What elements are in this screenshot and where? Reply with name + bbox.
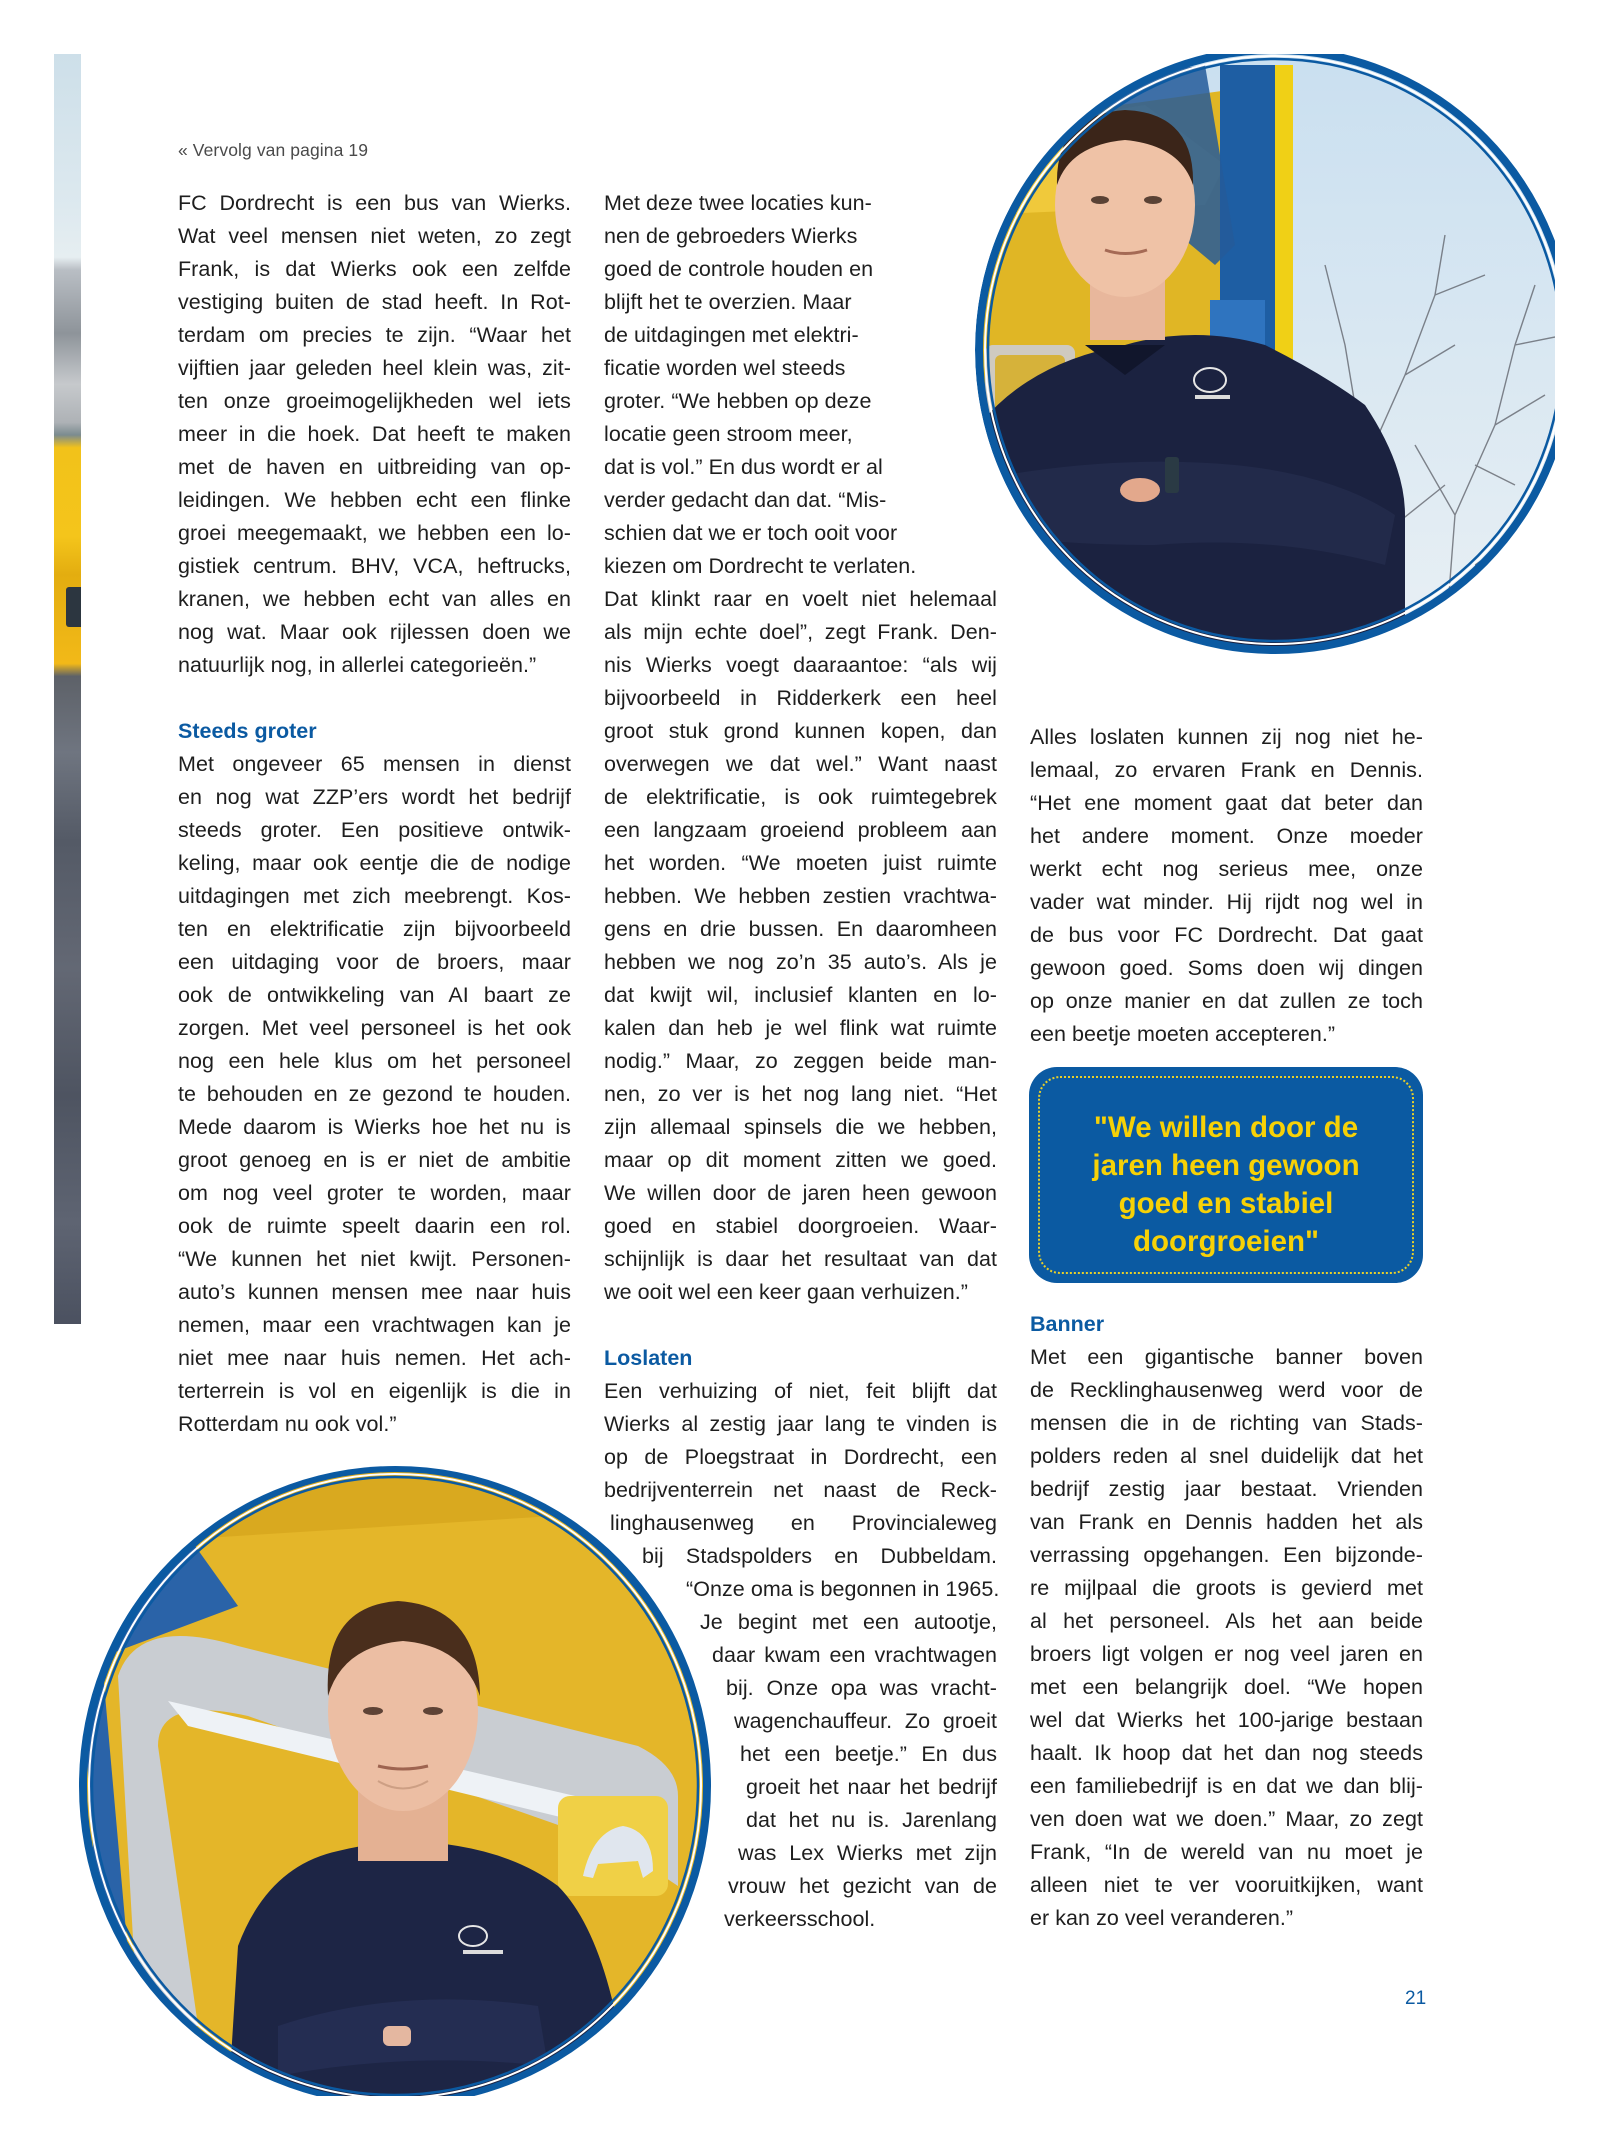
text-line: van Frank en Dennis hadden het als xyxy=(1030,1510,1423,1534)
text-line: uitdagingen met zich meebrengt. Kos- xyxy=(178,884,571,908)
text-line: een langzaam groeiend probleem aan xyxy=(604,818,997,842)
text-line: Met een gigantische banner boven xyxy=(1030,1345,1423,1369)
text-line: bij. Onze opa was vracht- xyxy=(726,1676,997,1700)
text-line: de elektrificatie, is ook ruimtegebrek xyxy=(604,785,997,809)
text-line: dat is vol.” En dus wordt er al xyxy=(604,455,883,479)
text-line: nog een hele klus om het personeel xyxy=(178,1049,571,1073)
text-line: FC Dordrecht is een bus van Wierks. xyxy=(178,191,571,215)
text-line: goed en stabiel doorgroeien. Waar- xyxy=(604,1214,997,1238)
text-line: ook de ruimte speelt daarin een rol. xyxy=(178,1214,571,1238)
text-line: gistiek centrum. BHV, VCA, heftrucks, xyxy=(178,554,571,578)
text-line: overwegen we dat wel.” Want naast xyxy=(604,752,997,776)
text-line: ficatie worden wel steeds xyxy=(604,356,846,380)
text-line: wagenchauffeur. Zo groeit xyxy=(734,1709,997,1733)
bus-window-detail xyxy=(66,587,81,627)
text-line: om nog veel groter te worden, maar xyxy=(178,1181,571,1205)
text-line: vestiging buiten de stad heeft. In Rot- xyxy=(178,290,571,314)
text-line: nen, zo ver is het nog lang niet. “Het xyxy=(604,1082,997,1106)
text-line: een familiebedrijf is en dat we dan blij- xyxy=(1030,1774,1423,1798)
text-line: groeit het naar het bedrijf xyxy=(746,1775,997,1799)
text-line: Je begint met een autootje, xyxy=(700,1610,997,1634)
photo-top-right xyxy=(975,45,1575,655)
text-line: maar op dit moment zitten we goed. xyxy=(604,1148,997,1172)
text-line: Frank, is dat Wierks ook een zelfde xyxy=(178,257,571,281)
text-line: mensen die in de richting van Stads- xyxy=(1030,1411,1423,1435)
section-heading-steeds-groter: Steeds groter xyxy=(178,719,317,743)
text-line: haalt. Ik hoop dat het dan nog steeds xyxy=(1030,1741,1423,1765)
text-line: een uitdaging voor de broers, maar xyxy=(178,950,571,974)
text-line: “Het ene moment gaat dat beter dan xyxy=(1030,791,1423,815)
portrait-man-arms-crossed xyxy=(975,45,1575,655)
text-line: groei meegemaakt, we hebben een lo- xyxy=(178,521,571,545)
text-line: alleen niet te ver vooruitkijken, want xyxy=(1030,1873,1423,1897)
text-line: het andere moment. Onze moeder xyxy=(1030,824,1423,848)
pull-quote-line: jaren heen gewoon xyxy=(1092,1149,1360,1182)
text-line: natuurlijk nog, in allerlei categorieën.” xyxy=(178,653,537,677)
text-line: “Onze oma is begonnen in 1965. xyxy=(686,1577,1000,1601)
text-line: terdam om precies te zijn. “Waar het xyxy=(178,323,571,347)
text-line: al het personeel. Als het aan beide xyxy=(1030,1609,1423,1633)
text-line: broers ligt volgen er nog veel jaren en xyxy=(1030,1642,1423,1666)
text-line: kalen dan heb je wel flink wat ruimte xyxy=(604,1016,997,1040)
text-line: wel dat Wierks het 100-jarige bestaan xyxy=(1030,1708,1423,1732)
text-line: met de haven en uitbreiding van op- xyxy=(178,455,571,479)
text-line: nis Wierks voegt daaraantoe: “als wij xyxy=(604,653,997,677)
text-line: werkt echt nog serieus mee, onze xyxy=(1030,857,1423,881)
text-line: verder gedacht dan dat. “Mis- xyxy=(604,488,887,512)
text-line: leidingen. We hebben echt een flinke xyxy=(178,488,571,512)
text-line: Met ongeveer 65 mensen in dienst xyxy=(178,752,571,776)
text-line: schien dat we er toch ooit voor xyxy=(604,521,898,545)
text-line: vader wat minder. Hij rijdt nog wel in xyxy=(1030,890,1423,914)
text-line: bij Stadspolders en Dubbeldam. xyxy=(642,1544,997,1568)
pull-quote-line: goed en stabiel xyxy=(1118,1187,1334,1220)
text-line: nemen, maar een vrachtwagen kan je xyxy=(178,1313,571,1337)
text-line: bedrijf zestig jaar bestaat. Vrienden xyxy=(1030,1477,1423,1501)
text-line: blijft het te overzien. Maar xyxy=(604,290,852,314)
text-line: polders reden al snel duidelijk dat het xyxy=(1030,1444,1423,1468)
pull-quote-line: doorgroeien" xyxy=(1132,1225,1320,1258)
column-right xyxy=(1030,721,1423,1051)
page-number: 21 xyxy=(1405,1988,1427,2009)
text-line: kranen, we hebben echt van alles en xyxy=(178,587,571,611)
text-line: Met deze twee locaties kun- xyxy=(604,191,872,215)
text-line: zorgen. Met veel personeel is het ook xyxy=(178,1016,571,1040)
text-line: re mijlpaal die groots is gevierd met xyxy=(1030,1576,1423,1600)
text-line: Dat klinkt raar en voelt niet helemaal xyxy=(604,587,997,611)
text-line: Mede daarom is Wierks hoe het nu is xyxy=(178,1115,571,1139)
text-line: daar kwam een vrachtwagen xyxy=(712,1643,997,1667)
text-line: dat het nu is. Jarenlang xyxy=(746,1808,997,1832)
text-line: groter. “We hebben op deze xyxy=(604,389,872,413)
pull-quote-box xyxy=(1029,1067,1423,1283)
text-line: niet mee naar huis nemen. Het ach- xyxy=(178,1346,571,1370)
section-heading-banner: Banner xyxy=(1030,1312,1105,1336)
text-line: bedrijventerrein net naast de Reck- xyxy=(604,1478,997,1502)
text-line: en nog wat ZZP’ers wordt het bedrijf xyxy=(178,785,571,809)
text-line: bijvoorbeeld in Ridderkerk een heel xyxy=(604,686,997,710)
text-line: hebben. We hebben zestien vrachtwa- xyxy=(604,884,997,908)
text-line: Rotterdam nu ook vol.” xyxy=(178,1412,397,1436)
text-line: Wat veel mensen niet weten, zo zegt xyxy=(178,224,571,248)
text-line: verkeersschool. xyxy=(724,1907,876,1931)
text-line: was Lex Wierks met zijn xyxy=(738,1841,997,1865)
column-right-lower xyxy=(1030,1308,1423,1935)
text-line: groot genoeg en is er niet de ambitie xyxy=(178,1148,571,1172)
text-line: de bus voor FC Dordrecht. Dat gaat xyxy=(1030,923,1423,947)
text-line: locatie geen stroom meer, xyxy=(604,422,853,446)
text-line: als mijn echte doel”, zegt Frank. Den- xyxy=(604,620,997,644)
text-line: we ooit wel een keer gaan verhuizen.” xyxy=(604,1280,968,1304)
text-line: terterrein is vol en eigenlijk is die in xyxy=(178,1379,571,1403)
text-line: dat kwijt wil, inclusief klanten en lo- xyxy=(604,983,997,1007)
left-photo-strip xyxy=(54,54,81,1324)
text-line: ook de ontwikkeling van AI baart ze xyxy=(178,983,571,1007)
pull-quote-text xyxy=(1029,1109,1423,1261)
text-line: lemaal, zo ervaren Frank en Dennis. xyxy=(1030,758,1423,782)
text-line: goed de controle houden en xyxy=(604,257,874,281)
section-heading-loslaten: Loslaten xyxy=(604,1346,693,1370)
text-line: Alles loslaten kunnen zij nog niet he- xyxy=(1030,725,1423,749)
text-line: verrassing opgehangen. Een bijzonde- xyxy=(1030,1543,1423,1567)
column-middle xyxy=(604,187,1000,1936)
continued-from-label: « Vervolg van pagina 19 xyxy=(178,140,369,160)
text-line: vijftien jaar geleden heel klein was, zit- xyxy=(178,356,571,380)
text-line: op onze manier en dat zullen ze toch xyxy=(1030,989,1423,1013)
text-line: met een belangrijk doel. “We hopen xyxy=(1030,1675,1423,1699)
text-line: auto’s kunnen mensen mee naar huis xyxy=(178,1280,571,1304)
column-left xyxy=(178,187,571,1441)
text-line: er kan zo veel veranderen.” xyxy=(1030,1906,1294,1930)
text-line: een beetje moeten accepteren.” xyxy=(1030,1022,1336,1046)
text-line: Frank, “In de wereld van nu moet je xyxy=(1030,1840,1423,1864)
text-line: Een verhuizing of niet, feit blijft dat xyxy=(604,1379,997,1403)
text-line: vrouw het gezicht van de xyxy=(728,1874,997,1898)
text-line: meer in die hoek. Dat heeft te maken xyxy=(178,422,571,446)
text-line: nog wat. Maar ook rijlessen doen we xyxy=(178,620,571,644)
text-line: “We kunnen het niet kwijt. Personen- xyxy=(178,1247,571,1271)
text-line: nodig.” Maar, zo zeggen beide man- xyxy=(604,1049,997,1073)
text-line: steeds groter. Een positieve ontwik- xyxy=(178,818,571,842)
text-line: kiezen om Dordrecht te verlaten. xyxy=(604,554,917,578)
pull-quote-line: "We willen door de xyxy=(1093,1111,1359,1144)
text-line: keling, maar ook eentje die de nodige xyxy=(178,851,571,875)
text-line: ven doen wat we doen.” Maar, zo zegt xyxy=(1030,1807,1423,1831)
text-line: Wierks al zestig jaar lang te vinden is xyxy=(604,1412,997,1436)
text-line: op de Ploegstraat in Dordrecht, een xyxy=(604,1445,997,1469)
text-line: te behouden en ze gezond te houden. xyxy=(178,1082,571,1106)
text-line: ten en elektrificatie zijn bijvoorbeeld xyxy=(178,917,571,941)
text-line: gens en drie bussen. En daaromheen xyxy=(604,917,997,941)
text-line: gewoon goed. Soms doen wij dingen xyxy=(1030,956,1423,980)
text-line: groot stuk grond kunnen kopen, dan xyxy=(604,719,997,743)
text-line: linghausenweg en Provincialeweg xyxy=(610,1511,997,1535)
text-line: hebben we nog zo’n 35 auto’s. Als je xyxy=(604,950,997,974)
text-line: het worden. “We moeten juist ruimte xyxy=(604,851,997,875)
text-line: het een beetje.” En dus xyxy=(740,1742,997,1766)
text-line: schijnlijk is daar het resultaat van dat xyxy=(604,1247,997,1271)
text-line: nen de gebroeders Wierks xyxy=(604,224,858,248)
text-line: de uitdagingen met elektri- xyxy=(604,323,859,347)
text-line: ten onze groeimogelijkheden wel iets xyxy=(178,389,571,413)
text-line: We willen door de jaren heen gewoon xyxy=(604,1181,997,1205)
text-line: de Recklinghausenweg werd voor de xyxy=(1030,1378,1423,1402)
text-line: zijn allemaal spinsels die we hebben, xyxy=(604,1115,997,1139)
